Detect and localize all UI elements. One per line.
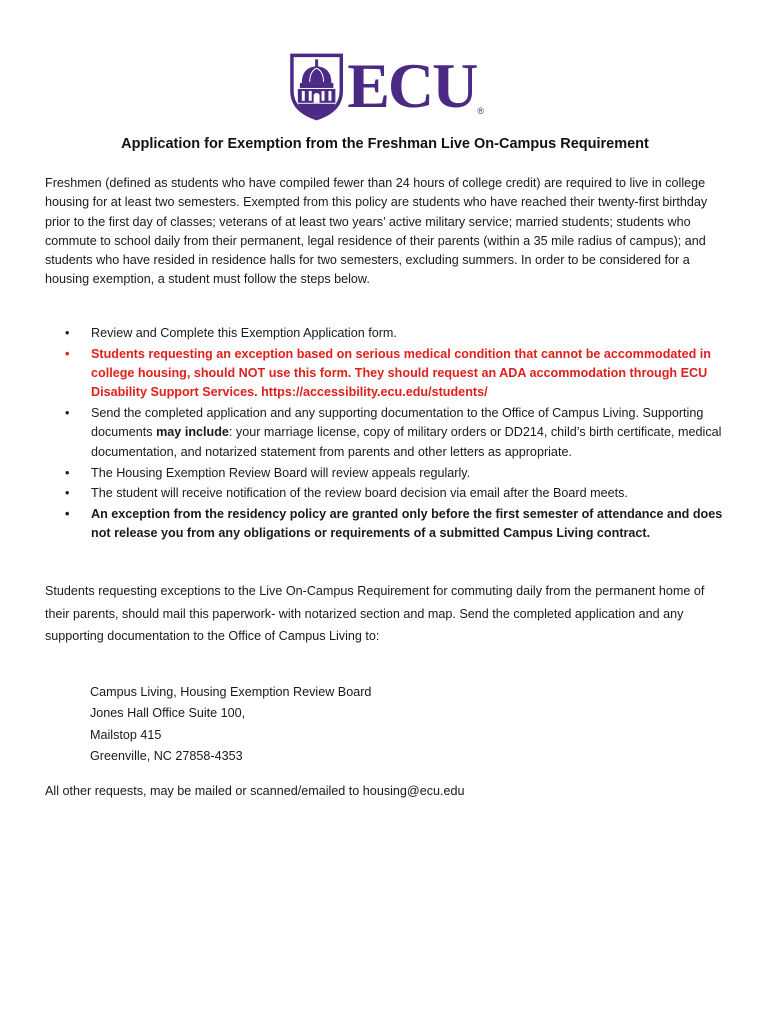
- address-line: Jones Hall Office Suite 100,: [90, 706, 246, 721]
- list-item-medical-warning: [45, 345, 730, 403]
- bullet: •: [65, 507, 70, 522]
- list-item-residency-policy: [45, 505, 730, 544]
- list-item: [45, 324, 730, 343]
- registered-mark: ®: [477, 106, 484, 116]
- bullet: •: [65, 346, 70, 361]
- step-text: The student will receive notification of the review board decision via email after the Board meets.: [91, 486, 628, 501]
- ecu-wordmark: ECU: [347, 50, 477, 121]
- list-item: [45, 484, 730, 503]
- step-text: An exception from the residency policy are granted only before the first semester of attendance and does not release you from any obligations or requirements of a submitted Campus Living contract.: [91, 507, 723, 541]
- cupola-seal-icon: [288, 51, 345, 121]
- intro-paragraph: Freshmen (defined as students who have compiled fewer than 24 hours of college credit) are required to live in college housing for at least two semesters. Exempted from this policy are students who have reached their twenty-first birthday prior to the first day of classes; veterans of at least two years’ active military service; married students; students who commute to school daily from their permanent, legal residence of their parents (within a 35 mile radius of campus); and students who have resided in residence halls for two semesters, excluding summers. In order to be considered for a housing exemption, a student must follow the steps below.: [45, 176, 708, 287]
- mailing-address: [90, 682, 690, 767]
- step-text: The Housing Exemption Review Board will review appeals regularly.: [91, 465, 471, 480]
- steps-list: [45, 324, 730, 545]
- bullet: •: [65, 465, 70, 480]
- bullet: •: [65, 406, 70, 421]
- address-line: Greenville, NC 27858-4353: [90, 748, 243, 763]
- step-text: : your marriage license, copy of military orders or DD214, child’s birth certificate, medical documentation, and notarized statement from parents and other letters as appropriate.: [91, 425, 722, 459]
- step-text: Review and Complete this Exemption Application form.: [91, 326, 397, 340]
- commute-paragraph: Students requesting exceptions to the Live On-Campus Requirement for commuting daily from the permanent home of their parents, should mail this paperwork- with notarized section and map. Send the completed application and any supporting documentation to the Office of Campus Living to:: [45, 584, 705, 643]
- step-text: Send the completed application and any supporting documentation to the Office of Campus Living. Supporting documents: [91, 406, 704, 440]
- other-requests-text: All other requests, may be mailed or scanned/emailed to housing@ecu.edu: [45, 784, 465, 798]
- address-line: Campus Living, Housing Exemption Review Board: [90, 685, 372, 699]
- list-item: [45, 464, 730, 483]
- page-title: Application for Exemption from the Freshman Live On-Campus Requirement: [121, 136, 649, 152]
- step-text: Students requesting an exception based on serious medical condition that cannot be accommodated in college housing, should NOT use this form. They should request an ADA accommodation through ECU Disability Support Services. https://accessibility.ecu.edu/students/: [91, 346, 711, 400]
- ecu-logo: [288, 50, 484, 122]
- step-text-emphasis: may include: [156, 425, 229, 440]
- bullet: •: [65, 486, 70, 501]
- address-line: Mailstop 415: [90, 727, 162, 742]
- bullet: •: [65, 326, 70, 340]
- list-item: [45, 404, 730, 462]
